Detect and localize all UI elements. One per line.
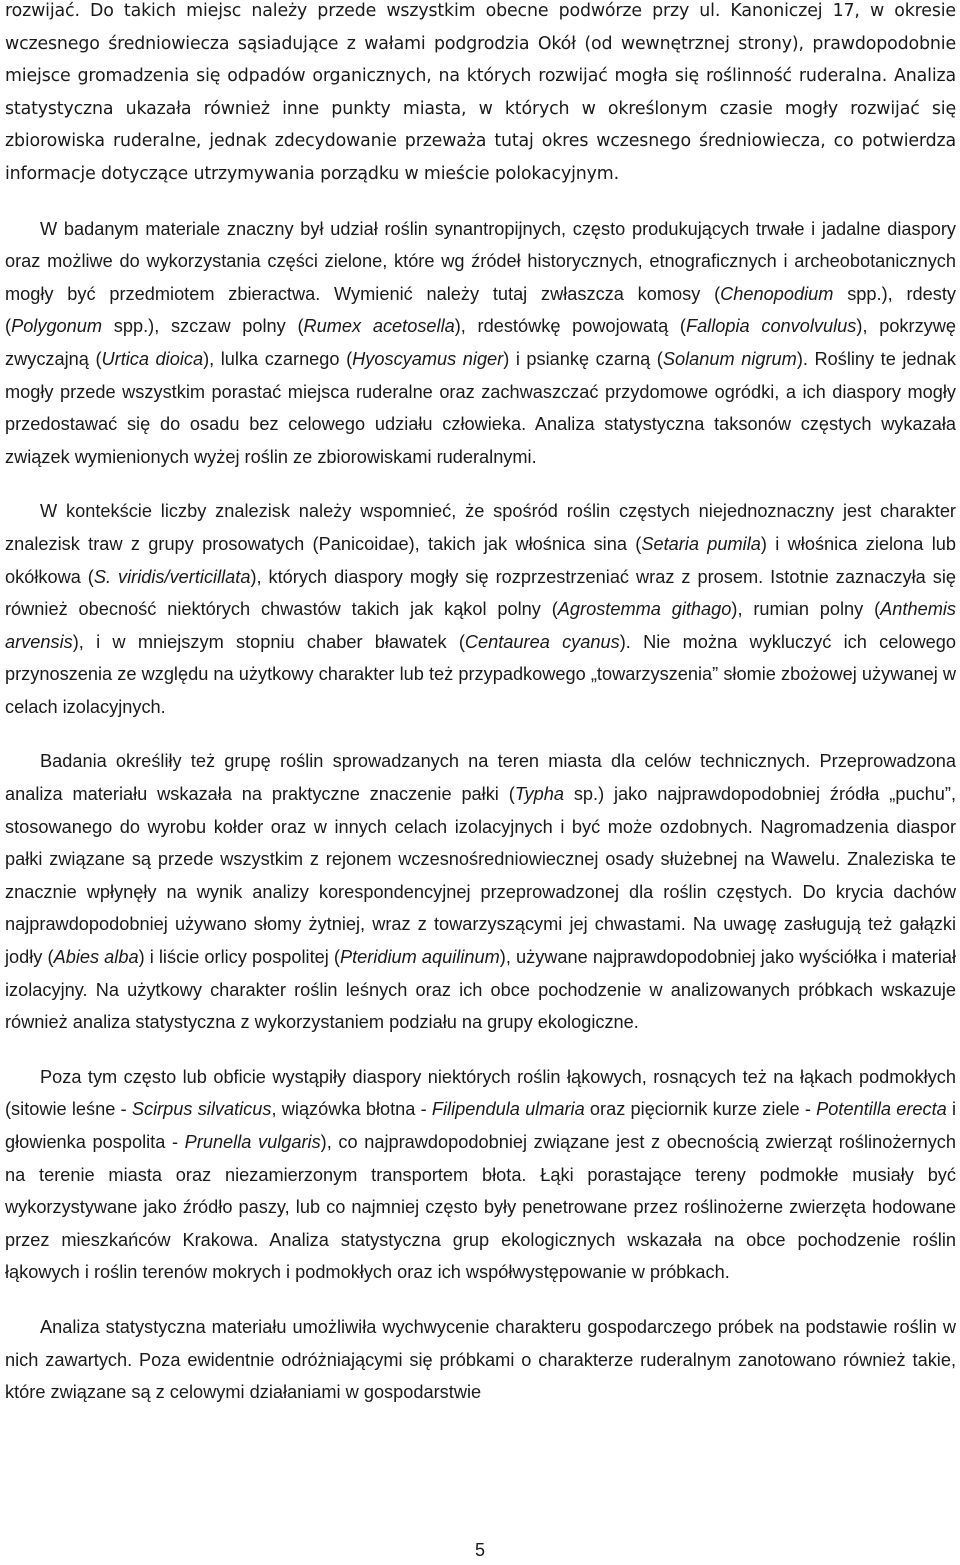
- taxon-name: Abies alba: [53, 947, 139, 968]
- taxon-name: Rumex acetosella: [303, 316, 455, 337]
- text-segment: ), używane najprawdopodobniej jako wyściółka i materiał izolacyjny. Na użytkowy charakter roślin leśnych oraz ich obce pochodzenie w analizowanych próbkach wskazuje również analiza statystyczna z wykorzystaniem podziału na grupy ekologiczne.: [5, 947, 957, 1033]
- text-segment: Analiza statystyczna materiału umożliwiła wychwycenie charakteru gospodarczego próbek na podstawie roślin w nich zawartych. Poza ewidentnie odróżniającymi się próbkami o charakterze ruderalnym zanotowano również takie, które związane są z celowymi działaniami w gospodarstwie: [5, 1316, 956, 1403]
- paragraph-technical-plants: [5, 745, 956, 1038]
- text-segment: ) i włośnica zielona lub okółkowa (: [5, 533, 956, 587]
- text-segment: i głowienka pospolita -: [5, 1099, 957, 1152]
- text-segment: Badania określiły też grupę roślin sprowadzanych na teren miasta dla celów technicznych. Przeprowadzona analiza materiału wskazała na praktyczne znaczenie pałki (: [5, 751, 956, 805]
- taxon-name: Hyoscyamus niger: [352, 348, 504, 369]
- text-segment: Poza tym często lub obficie wystąpiły diaspory niektórych roślin łąkowych, rosnących też na łąkach podmokłych (sitowie leśne -: [5, 1066, 956, 1120]
- paragraph-panicoidae-weeds: [5, 495, 956, 723]
- paragraph-continuation: [5, 0, 956, 191]
- text-segment: ), których diaspory mogły się rozprzestrzeniać wraz z prosem. Istotnie zaznaczyła się również obecność niektórych chwastów takich jak kąkol polny (: [5, 566, 956, 620]
- text-segment: ), rumian polny (: [731, 599, 881, 620]
- text-segment: ). Nie można wykluczyć ich celowego przynoszenia ze względu na użytkowy charakter lub też przypadkowego „towarzyszenia” słomie zbożowej używanej w celach izolacyjnych.: [5, 631, 956, 717]
- text-segment: , wiązówka błotna -: [271, 1099, 432, 1120]
- taxon-name: Typha: [514, 784, 564, 805]
- text-segment: ), pokrzywę zwyczajną (: [5, 316, 957, 369]
- text-segment: spp.), rdesty (: [5, 283, 956, 337]
- text-segment: spp.), szczaw polny (: [102, 316, 304, 337]
- taxon-name: Potentilla erecta: [816, 1099, 947, 1120]
- text-segment: ) i psiankę czarną (: [503, 348, 663, 369]
- page-number: 5: [474, 1540, 485, 1560]
- taxon-name: Anthemis arvensis: [5, 599, 956, 652]
- text-segment: rozwijać. Do takich miejsc należy przede wszystkim obecne podwórze przy ul. Kanoniczej 17, w okresie wczesnego średniowiecza sąsiadujące z wałami podgrodzia Okół (od wewnętrznej strony), prawdopodobnie miejsce gromadzenia się odpadów organicznych, na których rozwijać mogła się roślinność ruderalna. Analiza statystyczna ukazała również inne punkty miasta, w których w określonym czasie mogły rozwijać się zbiorowiska ruderalne, jednak zdecydowanie przeważa tutaj okres wczesnego średniowiecza, co potwierdza informacje dotyczące utrzymywania porządku w mieście polokacyjnym.: [5, 1, 956, 184]
- text-segment: sp.) jako najprawdopodobniej źródła „puchu”, stosowanego do wyrobu kołder oraz w innych celach izolacyjnych i być może ozdobnych. Nagromadzenia diaspor pałki związane są przede wszystkim z rejonem wczesnośredniowiecznej osady służebnej na Wawelu. Znaleziska te znacznie wpłynęły na wynik analizy korespondencyjnej przeprowadzonej dla roślin częstych. Do krycia dachów najprawdopodobniej używano słomy żytniej, wraz z towarzyszącymi jej chwastami. Na uwagę zasługują też gałązki jodły (: [5, 784, 956, 968]
- taxon-name: Prunella vulgaris: [184, 1132, 321, 1152]
- text-segment: W badanym materiale znaczny był udział roślin synantropijnych, często produkujących trwałe i jadalne diaspory oraz możliwe do wykorzystania części zielone, które wg źródeł historycznych, etnograficznych i archeobotanicznych mogły być przedmiotem zbieractwa. Wymienić należy tutaj zwłaszcza komosy (: [5, 218, 956, 304]
- taxon-name: Agrostemma githago: [557, 599, 732, 620]
- taxon-name: Scirpus silvaticus: [131, 1099, 272, 1120]
- taxon-name: Centaurea cyanus: [464, 631, 620, 652]
- text-segment: ), i w mniejszym stopniu chaber bławatek (: [72, 631, 465, 652]
- paragraph-synanthropic-plants: [5, 213, 956, 474]
- paragraph-economic-character: [5, 1311, 956, 1409]
- text-segment: ). Rośliny te jednak mogły przede wszystkim porastać miejsca ruderalne oraz zachwaszczać przydomowe ogródki, a ich diaspory mogły przedostawać się do osadu bez celowego udziału człowieka. Analiza statystyczna taksonów częstych wykazała związek wymienionych wyżej roślin ze zbiorowiskami ruderalnymi.: [5, 348, 956, 467]
- taxon-name: Chenopodium: [720, 283, 834, 304]
- document-page: [5, 0, 956, 1409]
- taxon-name: Setaria pumila: [641, 533, 761, 554]
- taxon-name: S. viridis/verticillata: [93, 566, 251, 587]
- text-segment: ) i liście orlicy pospolitej (: [138, 947, 340, 968]
- taxon-name: Urtica dioica: [101, 348, 204, 369]
- text-segment: ), co najprawdopodobniej związane jest z obecnością zwierząt roślinożernych na terenie miasta oraz niezamierzonym transportem błota. Łąki porastające tereny podmokłe musiały być wykorzystywane jako źródło paszy, lub co najmniej często były penetrowane przez roślinożerne zwierzęta hodowane przez mieszkańców Krakowa. Analiza statystyczna grup ekologicznych wskazała na obce pochodzenie roślin łąkowych i roślin terenów mokrych i podmokłych oraz ich współwystępowanie w próbkach.: [5, 1132, 957, 1283]
- text-segment: oraz pięciornik kurze ziele -: [584, 1099, 817, 1120]
- taxon-name: Polygonum: [11, 316, 103, 337]
- text-segment: ), rdestówkę powojowatą (: [454, 316, 686, 337]
- taxon-name: Pteridium aquilinum: [339, 947, 500, 968]
- text-segment: W kontekście liczby znalezisk należy wspomnieć, że spośród roślin częstych niejednoznaczny jest charakter znalezisk traw z grupy prosowatych (Panicoidae), takich jak włośnica sina (: [5, 501, 956, 554]
- text-segment: ), lulka czarnego (: [203, 348, 353, 369]
- taxon-name: Fallopia convolvulus: [685, 316, 857, 337]
- taxon-name: Solanum nigrum: [662, 348, 797, 369]
- taxon-name: Filipendula ulmaria: [431, 1099, 585, 1120]
- paragraph-meadow-plants: [5, 1061, 956, 1289]
